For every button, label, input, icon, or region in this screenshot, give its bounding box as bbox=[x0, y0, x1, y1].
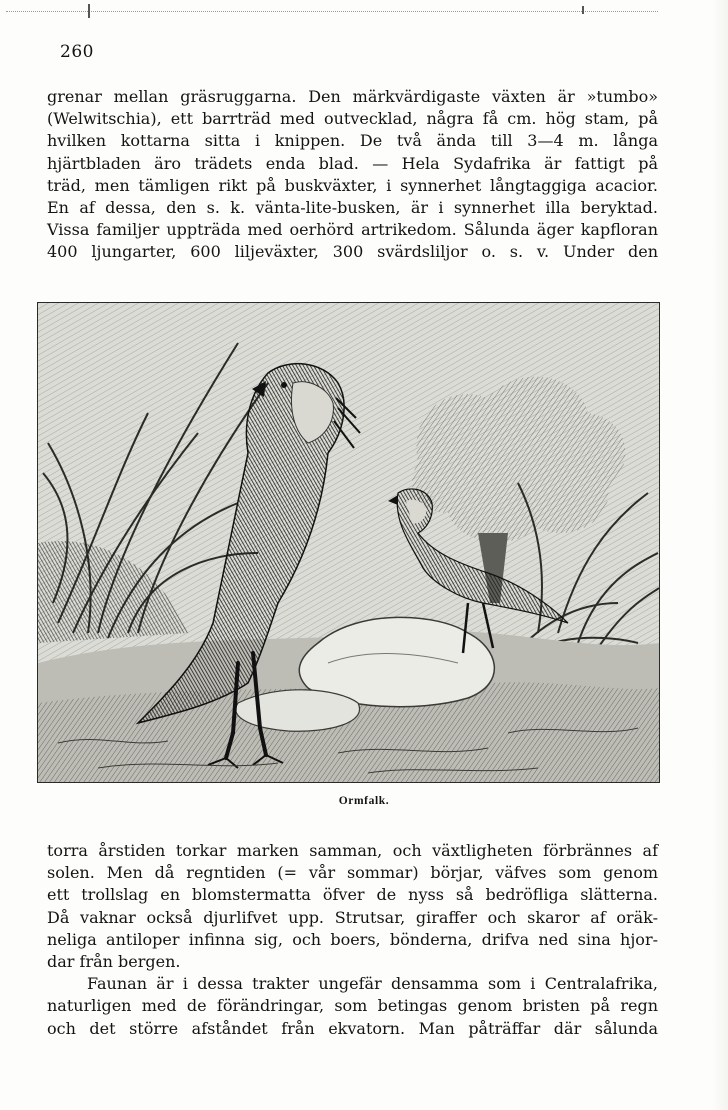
engraving-illustration bbox=[37, 302, 660, 783]
text-line: (Welwitschia), ett barrträd med outvecklad, några få cm. hög stam, på bbox=[47, 109, 658, 129]
text-line: hvilken kottarna sitta i knippen. De två ända till 3—4 m. långa bbox=[47, 131, 658, 151]
text-line: Vissa familjer uppträda med oerhörd artrikedom. Sålunda äger kapfloran bbox=[47, 220, 658, 240]
top-paragraph bbox=[47, 86, 658, 264]
text-line: solen. Men då regntiden (= vår sommar) börjar, väfves som genom bbox=[47, 863, 658, 883]
text-line: Faunan är i dessa trakter ungefär densamma som i Centralafrika, bbox=[87, 974, 658, 994]
scan-edge-mark bbox=[582, 6, 584, 14]
scan-edge-mark bbox=[88, 4, 90, 18]
text-line: Då vaknar också djurlifvet upp. Strutsar, giraffer och skaror af oräk- bbox=[47, 907, 658, 927]
text-line: ett trollslag en blomstermatta öfver de nyss så bedröfliga slätterna. bbox=[47, 885, 658, 905]
text-line: hjärtbladen äro trädets enda blad. — Hela Sydafrika är fattigt på bbox=[47, 153, 658, 173]
text-line: En af dessa, den s. k. vänta-lite-busken, är i synnerhet illa beryktad. bbox=[47, 197, 658, 217]
text-line: neliga antiloper infinna sig, och boers, bönderna, drifva ned sina hjor- bbox=[47, 929, 658, 949]
bottom-paragraph bbox=[47, 840, 658, 1040]
text-line: dar från bergen. bbox=[47, 951, 181, 971]
text-line: torra årstiden torkar marken samman, och växtligheten förbrännes af bbox=[47, 841, 658, 860]
text-line: naturligen med de förändringar, som betingas genom bristen på regn bbox=[47, 996, 658, 1016]
page-number: 260 bbox=[60, 42, 94, 62]
figure-caption: Ormfalk. bbox=[338, 795, 390, 807]
page-margin-shade bbox=[712, 0, 728, 1110]
scan-edge-rule bbox=[6, 11, 658, 12]
text-line: grenar mellan gräsruggarna. Den märkvärdigaste växten är »tumbo» bbox=[47, 87, 658, 106]
text-line: träd, men tämligen rikt på buskväxter, i synnerhet långtaggiga acacior. bbox=[47, 175, 658, 195]
text-line: och det större afståndet från ekvatorn. Man påträffar där sålunda bbox=[47, 1018, 658, 1038]
text-line: 400 ljungarter, 600 liljeväxter, 300 svärdsliljor o. s. v. Under den bbox=[47, 242, 658, 262]
